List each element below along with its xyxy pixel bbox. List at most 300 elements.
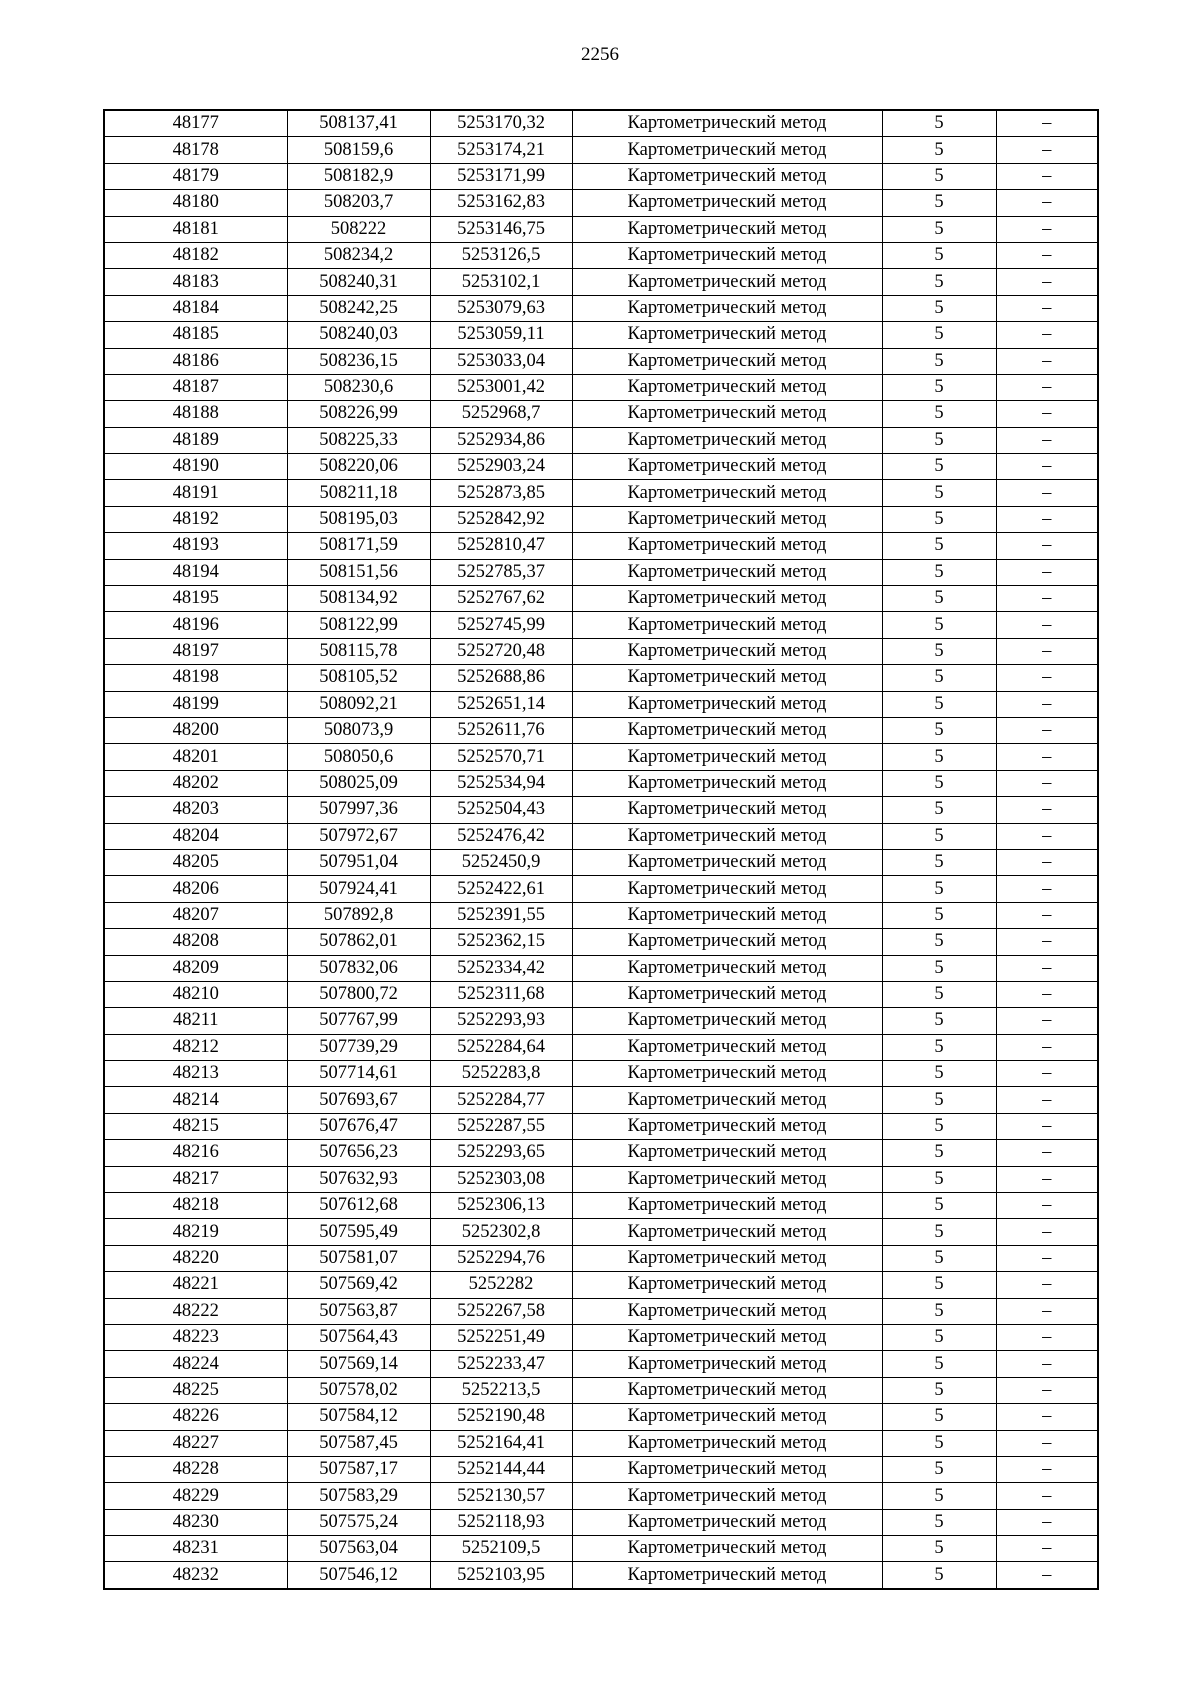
y-coordinate-cell: 5252968,7 bbox=[430, 401, 572, 427]
table-row bbox=[104, 1430, 1098, 1456]
point-number-cell: 48192 bbox=[104, 506, 287, 532]
method-cell: Картометрический метод bbox=[572, 1298, 882, 1324]
x-coordinate-cell: 507583,29 bbox=[287, 1483, 430, 1509]
note-cell: – bbox=[996, 480, 1098, 506]
note-cell: – bbox=[996, 216, 1098, 242]
table-row bbox=[104, 691, 1098, 717]
y-coordinate-cell: 5252287,55 bbox=[430, 1113, 572, 1139]
coordinates-table-body bbox=[104, 110, 1098, 1589]
x-coordinate-cell: 507800,72 bbox=[287, 981, 430, 1007]
x-coordinate-cell: 507632,93 bbox=[287, 1166, 430, 1192]
table-row bbox=[104, 454, 1098, 480]
table-row bbox=[104, 1087, 1098, 1113]
note-cell: – bbox=[996, 612, 1098, 638]
accuracy-cell: 5 bbox=[882, 401, 996, 427]
accuracy-cell: 5 bbox=[882, 902, 996, 928]
accuracy-cell: 5 bbox=[882, 638, 996, 664]
table-row bbox=[104, 269, 1098, 295]
method-cell: Картометрический метод bbox=[572, 612, 882, 638]
y-coordinate-cell: 5252362,15 bbox=[430, 929, 572, 955]
y-coordinate-cell: 5252504,43 bbox=[430, 797, 572, 823]
point-number-cell: 48186 bbox=[104, 348, 287, 374]
table-row bbox=[104, 929, 1098, 955]
accuracy-cell: 5 bbox=[882, 374, 996, 400]
table-row bbox=[104, 1193, 1098, 1219]
y-coordinate-cell: 5252284,77 bbox=[430, 1087, 572, 1113]
method-cell: Картометрический метод bbox=[572, 1509, 882, 1535]
y-coordinate-cell: 5253033,04 bbox=[430, 348, 572, 374]
method-cell: Картометрический метод bbox=[572, 1219, 882, 1245]
x-coordinate-cell: 507563,04 bbox=[287, 1536, 430, 1562]
note-cell: – bbox=[996, 823, 1098, 849]
point-number-cell: 48197 bbox=[104, 638, 287, 664]
point-number-cell: 48226 bbox=[104, 1404, 287, 1430]
table-row bbox=[104, 1061, 1098, 1087]
table-row bbox=[104, 1483, 1098, 1509]
y-coordinate-cell: 5252144,44 bbox=[430, 1456, 572, 1482]
accuracy-cell: 5 bbox=[882, 1562, 996, 1589]
note-cell: – bbox=[996, 1324, 1098, 1350]
method-cell: Картометрический метод bbox=[572, 190, 882, 216]
note-cell: – bbox=[996, 454, 1098, 480]
accuracy-cell: 5 bbox=[882, 1245, 996, 1271]
note-cell: – bbox=[996, 665, 1098, 691]
point-number-cell: 48228 bbox=[104, 1456, 287, 1482]
note-cell: – bbox=[996, 1456, 1098, 1482]
table-row bbox=[104, 506, 1098, 532]
table-row bbox=[104, 955, 1098, 981]
x-coordinate-cell: 508025,09 bbox=[287, 770, 430, 796]
note-cell: – bbox=[996, 1536, 1098, 1562]
method-cell: Картометрический метод bbox=[572, 506, 882, 532]
x-coordinate-cell: 508230,6 bbox=[287, 374, 430, 400]
accuracy-cell: 5 bbox=[882, 823, 996, 849]
accuracy-cell: 5 bbox=[882, 1113, 996, 1139]
method-cell: Картометрический метод bbox=[572, 1377, 882, 1403]
accuracy-cell: 5 bbox=[882, 348, 996, 374]
y-coordinate-cell: 5252302,8 bbox=[430, 1219, 572, 1245]
y-coordinate-cell: 5252767,62 bbox=[430, 586, 572, 612]
accuracy-cell: 5 bbox=[882, 1536, 996, 1562]
accuracy-cell: 5 bbox=[882, 1456, 996, 1482]
accuracy-cell: 5 bbox=[882, 1404, 996, 1430]
x-coordinate-cell: 507924,41 bbox=[287, 876, 430, 902]
point-number-cell: 48184 bbox=[104, 295, 287, 321]
point-number-cell: 48201 bbox=[104, 744, 287, 770]
y-coordinate-cell: 5252293,93 bbox=[430, 1008, 572, 1034]
note-cell: – bbox=[996, 717, 1098, 743]
y-coordinate-cell: 5252283,8 bbox=[430, 1061, 572, 1087]
method-cell: Картометрический метод bbox=[572, 1008, 882, 1034]
accuracy-cell: 5 bbox=[882, 612, 996, 638]
table-row bbox=[104, 1034, 1098, 1060]
point-number-cell: 48205 bbox=[104, 849, 287, 875]
method-cell: Картометрический метод bbox=[572, 1113, 882, 1139]
method-cell: Картометрический метод bbox=[572, 401, 882, 427]
y-coordinate-cell: 5252294,76 bbox=[430, 1245, 572, 1271]
note-cell: – bbox=[996, 638, 1098, 664]
table-row bbox=[104, 1404, 1098, 1430]
accuracy-cell: 5 bbox=[882, 929, 996, 955]
method-cell: Картометрический метод bbox=[572, 374, 882, 400]
method-cell: Картометрический метод bbox=[572, 533, 882, 559]
y-coordinate-cell: 5252213,5 bbox=[430, 1377, 572, 1403]
y-coordinate-cell: 5253162,83 bbox=[430, 190, 572, 216]
accuracy-cell: 5 bbox=[882, 427, 996, 453]
accuracy-cell: 5 bbox=[882, 1483, 996, 1509]
accuracy-cell: 5 bbox=[882, 1272, 996, 1298]
y-coordinate-cell: 5252534,94 bbox=[430, 770, 572, 796]
x-coordinate-cell: 507892,8 bbox=[287, 902, 430, 928]
accuracy-cell: 5 bbox=[882, 163, 996, 189]
coordinates-table bbox=[103, 109, 1099, 1590]
table-row bbox=[104, 823, 1098, 849]
point-number-cell: 48213 bbox=[104, 1061, 287, 1087]
point-number-cell: 48224 bbox=[104, 1351, 287, 1377]
method-cell: Картометрический метод bbox=[572, 849, 882, 875]
y-coordinate-cell: 5252688,86 bbox=[430, 665, 572, 691]
note-cell: – bbox=[996, 242, 1098, 268]
accuracy-cell: 5 bbox=[882, 1351, 996, 1377]
note-cell: – bbox=[996, 322, 1098, 348]
note-cell: – bbox=[996, 797, 1098, 823]
x-coordinate-cell: 508050,6 bbox=[287, 744, 430, 770]
method-cell: Картометрический метод bbox=[572, 717, 882, 743]
point-number-cell: 48211 bbox=[104, 1008, 287, 1034]
table-row bbox=[104, 348, 1098, 374]
table-row bbox=[104, 665, 1098, 691]
x-coordinate-cell: 507575,24 bbox=[287, 1509, 430, 1535]
point-number-cell: 48191 bbox=[104, 480, 287, 506]
accuracy-cell: 5 bbox=[882, 744, 996, 770]
note-cell: – bbox=[996, 401, 1098, 427]
x-coordinate-cell: 507832,06 bbox=[287, 955, 430, 981]
table-row bbox=[104, 744, 1098, 770]
x-coordinate-cell: 508226,99 bbox=[287, 401, 430, 427]
x-coordinate-cell: 508073,9 bbox=[287, 717, 430, 743]
table-row bbox=[104, 1562, 1098, 1589]
x-coordinate-cell: 507997,36 bbox=[287, 797, 430, 823]
accuracy-cell: 5 bbox=[882, 242, 996, 268]
accuracy-cell: 5 bbox=[882, 533, 996, 559]
accuracy-cell: 5 bbox=[882, 1061, 996, 1087]
point-number-cell: 48190 bbox=[104, 454, 287, 480]
accuracy-cell: 5 bbox=[882, 1008, 996, 1034]
x-coordinate-cell: 507739,29 bbox=[287, 1034, 430, 1060]
note-cell: – bbox=[996, 1087, 1098, 1113]
x-coordinate-cell: 508211,18 bbox=[287, 480, 430, 506]
method-cell: Картометрический метод bbox=[572, 691, 882, 717]
point-number-cell: 48187 bbox=[104, 374, 287, 400]
x-coordinate-cell: 508122,99 bbox=[287, 612, 430, 638]
y-coordinate-cell: 5252842,92 bbox=[430, 506, 572, 532]
point-number-cell: 48195 bbox=[104, 586, 287, 612]
x-coordinate-cell: 507563,87 bbox=[287, 1298, 430, 1324]
y-coordinate-cell: 5253079,63 bbox=[430, 295, 572, 321]
note-cell: – bbox=[996, 770, 1098, 796]
table-row bbox=[104, 797, 1098, 823]
note-cell: – bbox=[996, 137, 1098, 163]
point-number-cell: 48209 bbox=[104, 955, 287, 981]
note-cell: – bbox=[996, 1245, 1098, 1271]
method-cell: Картометрический метод bbox=[572, 1404, 882, 1430]
method-cell: Картометрический метод bbox=[572, 1087, 882, 1113]
method-cell: Картометрический метод bbox=[572, 348, 882, 374]
table-row bbox=[104, 1008, 1098, 1034]
note-cell: – bbox=[996, 348, 1098, 374]
x-coordinate-cell: 508222 bbox=[287, 216, 430, 242]
accuracy-cell: 5 bbox=[882, 797, 996, 823]
point-number-cell: 48217 bbox=[104, 1166, 287, 1192]
accuracy-cell: 5 bbox=[882, 955, 996, 981]
y-coordinate-cell: 5253174,21 bbox=[430, 137, 572, 163]
accuracy-cell: 5 bbox=[882, 770, 996, 796]
y-coordinate-cell: 5252233,47 bbox=[430, 1351, 572, 1377]
method-cell: Картометрический метод bbox=[572, 1166, 882, 1192]
note-cell: – bbox=[996, 1034, 1098, 1060]
table-row bbox=[104, 1272, 1098, 1298]
point-number-cell: 48198 bbox=[104, 665, 287, 691]
point-number-cell: 48218 bbox=[104, 1193, 287, 1219]
table-row bbox=[104, 190, 1098, 216]
x-coordinate-cell: 508171,59 bbox=[287, 533, 430, 559]
table-row bbox=[104, 1351, 1098, 1377]
y-coordinate-cell: 5253170,32 bbox=[430, 110, 572, 137]
table-row bbox=[104, 1140, 1098, 1166]
note-cell: – bbox=[996, 1008, 1098, 1034]
x-coordinate-cell: 508151,56 bbox=[287, 559, 430, 585]
table-row bbox=[104, 849, 1098, 875]
x-coordinate-cell: 507862,01 bbox=[287, 929, 430, 955]
method-cell: Картометрический метод bbox=[572, 1140, 882, 1166]
table-row bbox=[104, 427, 1098, 453]
point-number-cell: 48220 bbox=[104, 1245, 287, 1271]
y-coordinate-cell: 5252391,55 bbox=[430, 902, 572, 928]
table-row bbox=[104, 533, 1098, 559]
y-coordinate-cell: 5252311,68 bbox=[430, 981, 572, 1007]
table-row bbox=[104, 216, 1098, 242]
method-cell: Картометрический метод bbox=[572, 1061, 882, 1087]
accuracy-cell: 5 bbox=[882, 1193, 996, 1219]
point-number-cell: 48204 bbox=[104, 823, 287, 849]
accuracy-cell: 5 bbox=[882, 1324, 996, 1350]
note-cell: – bbox=[996, 559, 1098, 585]
x-coordinate-cell: 508182,9 bbox=[287, 163, 430, 189]
point-number-cell: 48199 bbox=[104, 691, 287, 717]
table-row bbox=[104, 1456, 1098, 1482]
table-row bbox=[104, 1245, 1098, 1271]
method-cell: Картометрический метод bbox=[572, 137, 882, 163]
table-row bbox=[104, 559, 1098, 585]
note-cell: – bbox=[996, 163, 1098, 189]
method-cell: Картометрический метод bbox=[572, 1034, 882, 1060]
y-coordinate-cell: 5252306,13 bbox=[430, 1193, 572, 1219]
table-row bbox=[104, 902, 1098, 928]
point-number-cell: 48221 bbox=[104, 1272, 287, 1298]
y-coordinate-cell: 5252284,64 bbox=[430, 1034, 572, 1060]
accuracy-cell: 5 bbox=[882, 1509, 996, 1535]
table-row bbox=[104, 1324, 1098, 1350]
point-number-cell: 48229 bbox=[104, 1483, 287, 1509]
method-cell: Картометрический метод bbox=[572, 480, 882, 506]
x-coordinate-cell: 508240,03 bbox=[287, 322, 430, 348]
accuracy-cell: 5 bbox=[882, 216, 996, 242]
method-cell: Картометрический метод bbox=[572, 110, 882, 137]
x-coordinate-cell: 507595,49 bbox=[287, 1219, 430, 1245]
note-cell: – bbox=[996, 269, 1098, 295]
method-cell: Картометрический метод bbox=[572, 1430, 882, 1456]
note-cell: – bbox=[996, 981, 1098, 1007]
method-cell: Картометрический метод bbox=[572, 1351, 882, 1377]
y-coordinate-cell: 5252873,85 bbox=[430, 480, 572, 506]
table-row bbox=[104, 1166, 1098, 1192]
accuracy-cell: 5 bbox=[882, 1298, 996, 1324]
point-number-cell: 48202 bbox=[104, 770, 287, 796]
method-cell: Картометрический метод bbox=[572, 902, 882, 928]
x-coordinate-cell: 508236,15 bbox=[287, 348, 430, 374]
y-coordinate-cell: 5252651,14 bbox=[430, 691, 572, 717]
accuracy-cell: 5 bbox=[882, 849, 996, 875]
method-cell: Картометрический метод bbox=[572, 1562, 882, 1589]
accuracy-cell: 5 bbox=[882, 110, 996, 137]
table-row bbox=[104, 612, 1098, 638]
method-cell: Картометрический метод bbox=[572, 1456, 882, 1482]
accuracy-cell: 5 bbox=[882, 876, 996, 902]
x-coordinate-cell: 508134,92 bbox=[287, 586, 430, 612]
point-number-cell: 48181 bbox=[104, 216, 287, 242]
note-cell: – bbox=[996, 110, 1098, 137]
note-cell: – bbox=[996, 190, 1098, 216]
point-number-cell: 48222 bbox=[104, 1298, 287, 1324]
y-coordinate-cell: 5252611,76 bbox=[430, 717, 572, 743]
table-row bbox=[104, 322, 1098, 348]
method-cell: Картометрический метод bbox=[572, 1272, 882, 1298]
point-number-cell: 48208 bbox=[104, 929, 287, 955]
method-cell: Картометрический метод bbox=[572, 823, 882, 849]
point-number-cell: 48183 bbox=[104, 269, 287, 295]
accuracy-cell: 5 bbox=[882, 269, 996, 295]
note-cell: – bbox=[996, 929, 1098, 955]
accuracy-cell: 5 bbox=[882, 1430, 996, 1456]
x-coordinate-cell: 507584,12 bbox=[287, 1404, 430, 1430]
note-cell: – bbox=[996, 744, 1098, 770]
x-coordinate-cell: 507546,12 bbox=[287, 1562, 430, 1589]
method-cell: Картометрический метод bbox=[572, 876, 882, 902]
x-coordinate-cell: 508092,21 bbox=[287, 691, 430, 717]
point-number-cell: 48188 bbox=[104, 401, 287, 427]
x-coordinate-cell: 508220,06 bbox=[287, 454, 430, 480]
y-coordinate-cell: 5252190,48 bbox=[430, 1404, 572, 1430]
x-coordinate-cell: 507569,14 bbox=[287, 1351, 430, 1377]
y-coordinate-cell: 5252267,58 bbox=[430, 1298, 572, 1324]
x-coordinate-cell: 507587,17 bbox=[287, 1456, 430, 1482]
accuracy-cell: 5 bbox=[882, 295, 996, 321]
table-row bbox=[104, 770, 1098, 796]
table-row bbox=[104, 638, 1098, 664]
point-number-cell: 48212 bbox=[104, 1034, 287, 1060]
table-row bbox=[104, 1536, 1098, 1562]
table-row bbox=[104, 876, 1098, 902]
x-coordinate-cell: 507767,99 bbox=[287, 1008, 430, 1034]
x-coordinate-cell: 507676,47 bbox=[287, 1113, 430, 1139]
point-number-cell: 48206 bbox=[104, 876, 287, 902]
x-coordinate-cell: 508234,2 bbox=[287, 242, 430, 268]
accuracy-cell: 5 bbox=[882, 586, 996, 612]
y-coordinate-cell: 5253126,5 bbox=[430, 242, 572, 268]
x-coordinate-cell: 508242,25 bbox=[287, 295, 430, 321]
note-cell: – bbox=[996, 955, 1098, 981]
point-number-cell: 48214 bbox=[104, 1087, 287, 1113]
table-row bbox=[104, 1298, 1098, 1324]
point-number-cell: 48185 bbox=[104, 322, 287, 348]
x-coordinate-cell: 507951,04 bbox=[287, 849, 430, 875]
note-cell: – bbox=[996, 849, 1098, 875]
accuracy-cell: 5 bbox=[882, 691, 996, 717]
table-row bbox=[104, 1377, 1098, 1403]
note-cell: – bbox=[996, 1377, 1098, 1403]
method-cell: Картометрический метод bbox=[572, 1193, 882, 1219]
point-number-cell: 48178 bbox=[104, 137, 287, 163]
method-cell: Картометрический метод bbox=[572, 1324, 882, 1350]
accuracy-cell: 5 bbox=[882, 1377, 996, 1403]
point-number-cell: 48215 bbox=[104, 1113, 287, 1139]
point-number-cell: 48227 bbox=[104, 1430, 287, 1456]
accuracy-cell: 5 bbox=[882, 190, 996, 216]
note-cell: – bbox=[996, 1483, 1098, 1509]
y-coordinate-cell: 5252450,9 bbox=[430, 849, 572, 875]
accuracy-cell: 5 bbox=[882, 665, 996, 691]
method-cell: Картометрический метод bbox=[572, 1245, 882, 1271]
note-cell: – bbox=[996, 295, 1098, 321]
method-cell: Картометрический метод bbox=[572, 638, 882, 664]
y-coordinate-cell: 5252118,93 bbox=[430, 1509, 572, 1535]
y-coordinate-cell: 5252745,99 bbox=[430, 612, 572, 638]
method-cell: Картометрический метод bbox=[572, 559, 882, 585]
table-row bbox=[104, 137, 1098, 163]
x-coordinate-cell: 508225,33 bbox=[287, 427, 430, 453]
x-coordinate-cell: 507569,42 bbox=[287, 1272, 430, 1298]
page-number: 2256 bbox=[581, 44, 619, 65]
note-cell: – bbox=[996, 691, 1098, 717]
point-number-cell: 48207 bbox=[104, 902, 287, 928]
y-coordinate-cell: 5252334,42 bbox=[430, 955, 572, 981]
note-cell: – bbox=[996, 374, 1098, 400]
accuracy-cell: 5 bbox=[882, 480, 996, 506]
accuracy-cell: 5 bbox=[882, 506, 996, 532]
table-row bbox=[104, 981, 1098, 1007]
x-coordinate-cell: 508195,03 bbox=[287, 506, 430, 532]
note-cell: – bbox=[996, 533, 1098, 559]
table-row bbox=[104, 1509, 1098, 1535]
method-cell: Картометрический метод bbox=[572, 242, 882, 268]
table-row bbox=[104, 586, 1098, 612]
accuracy-cell: 5 bbox=[882, 1034, 996, 1060]
x-coordinate-cell: 507972,67 bbox=[287, 823, 430, 849]
y-coordinate-cell: 5252109,5 bbox=[430, 1536, 572, 1562]
accuracy-cell: 5 bbox=[882, 1166, 996, 1192]
y-coordinate-cell: 5253146,75 bbox=[430, 216, 572, 242]
method-cell: Картометрический метод bbox=[572, 322, 882, 348]
point-number-cell: 48231 bbox=[104, 1536, 287, 1562]
method-cell: Картометрический метод bbox=[572, 586, 882, 612]
x-coordinate-cell: 507714,61 bbox=[287, 1061, 430, 1087]
point-number-cell: 48180 bbox=[104, 190, 287, 216]
method-cell: Картометрический метод bbox=[572, 295, 882, 321]
point-number-cell: 48189 bbox=[104, 427, 287, 453]
note-cell: – bbox=[996, 427, 1098, 453]
point-number-cell: 48179 bbox=[104, 163, 287, 189]
y-coordinate-cell: 5253059,11 bbox=[430, 322, 572, 348]
